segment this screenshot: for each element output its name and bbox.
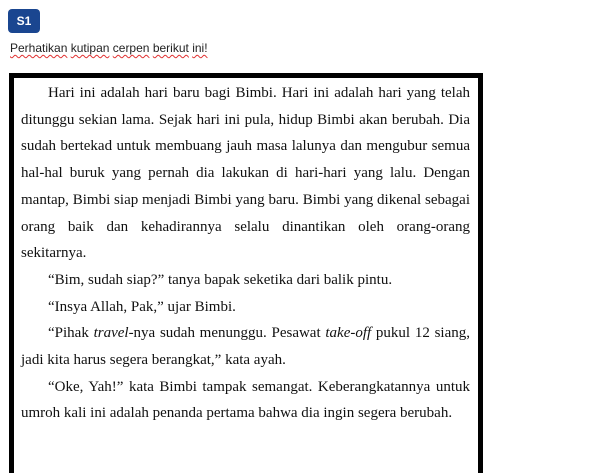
- excerpt-paragraph: Hari ini adalah hari baru bagi Bimbi. Hari ini adalah hari yang telah ditunggu sekian lama. Sejak hari ini pula, hidup Bimbi akan berubah. Dia sudah bertekad untuk membuang jauh masa lalunya dan mengubur semua hal-hal buruk yang pernah dia lakukan di hari-hari yang lalu. Dengan mantap, Bimbi siap menjadi Bimbi yang baru. Bimbi yang dikenal sebagai orang baik dan kehadirannya selalu dinantikan oleh orang-orang sekitarnya.: [21, 85, 470, 262]
- excerpt-paragraph: “Insya Allah, Pak,” ujar Bimbi.: [48, 298, 236, 315]
- excerpt-text: -nya sudah menunggu. Pesawat: [128, 325, 326, 342]
- instruction-word: ini!: [192, 41, 208, 55]
- instruction-word: Perhatikan: [10, 41, 68, 55]
- excerpt-text: “Pihak: [48, 325, 94, 342]
- excerpt-paragraph: [21, 320, 470, 373]
- instruction-word: kutipan: [70, 41, 110, 55]
- excerpt-paragraph: “Oke, Yah!” kata Bimbi tampak semangat. Keberangkatannya untuk umroh kali ini adalah penanda pertama bahwa dia ingin segera berubah.: [21, 378, 470, 422]
- excerpt-italic-term: travel: [93, 325, 129, 342]
- excerpt-text: pukul 12 siang, jadi kita harus segera berangkat,” kata ayah.: [21, 325, 470, 369]
- question-number-badge: S1: [8, 9, 40, 33]
- excerpt-paragraph: “Bim, sudah siap?” tanya bapak seketika dari balik pintu.: [48, 271, 393, 288]
- instruction-word: cerpen: [112, 41, 150, 55]
- story-excerpt-box: [9, 73, 483, 473]
- excerpt-italic-term: take-off: [325, 325, 372, 342]
- question-instruction: [10, 41, 208, 55]
- instruction-word: berikut: [152, 41, 189, 55]
